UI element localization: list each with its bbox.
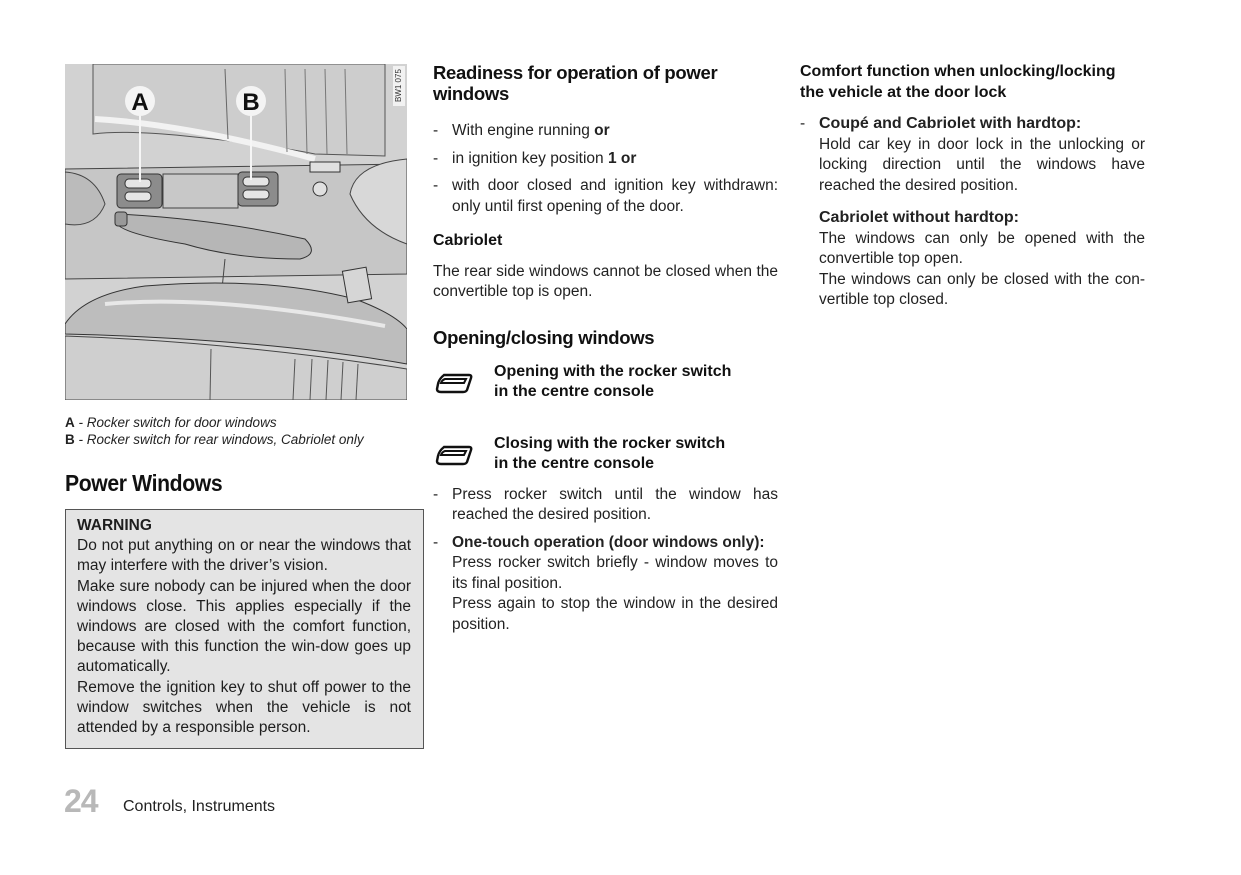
rocker-switch-icon xyxy=(435,372,473,394)
list-item: - One-touch operation (door windows only): Press rocker switch briefly - window moves to its final position. Press again to stop the window in the desired position. xyxy=(433,533,778,633)
opening-option: Opening with the rocker switch in the centre console xyxy=(433,362,778,403)
callout-a: A xyxy=(131,89,149,116)
callout-b: B xyxy=(242,89,260,116)
warning-title: WARNING xyxy=(77,517,152,534)
closing-option: Closing with the rocker switch in the centre console xyxy=(433,434,778,475)
centre-console-drawing xyxy=(65,64,407,400)
opening-closing-heading: Opening/closing windows xyxy=(433,326,655,348)
rocker-switch-icon xyxy=(435,444,473,466)
section-name: Controls, Instruments xyxy=(123,798,276,815)
list-item: - With engine running or xyxy=(433,122,610,139)
list-item: - Press rocker switch until the window has reached the desired position. xyxy=(433,485,778,523)
comfort-heading: Comfort function when unlocking/locking the vehicle at the door lock xyxy=(800,63,1116,101)
middle-column xyxy=(433,62,778,635)
cabriolet-text: The rear side windows cannot be closed when the convertible top is open. xyxy=(433,262,778,300)
list-item: - Coupé and Cabriolet with hardtop: Hold car key in door lock in the unlocking or locking direction until the windows have reached the desired position. xyxy=(800,115,1145,194)
page-title: Power Windows xyxy=(65,470,223,496)
warning-paragraph: Make sure nobody can be injured when the door windows close. This applies especially if the windows are closed with the comfort function, because with this function the win-dow goes up automatically. xyxy=(77,577,411,676)
cabriolet-heading: Cabriolet xyxy=(433,232,503,249)
right-column xyxy=(800,62,1145,311)
warning-paragraph: Remove the ignition key to shut off power to the window switches when the vehicle is not attended by a responsible person. xyxy=(77,678,411,737)
cabriolet-without-hardtop: Cabriolet without hardtop: The windows can only be opened with the convertible top open. The windows can only be closed with the con-vertible top closed. xyxy=(819,209,1145,308)
list-item: - with door closed and ignition key withdrawn: only until first opening of the door. xyxy=(433,177,778,215)
caption-line-a: A - Rocker switch for door windows xyxy=(65,415,277,430)
caption-line-b: B - Rocker switch for rear windows, Cabriolet only xyxy=(65,432,364,447)
figure-code: BW1 075 xyxy=(393,66,405,106)
warning-box xyxy=(65,509,424,749)
console-illustration xyxy=(65,64,407,400)
page-number: 24 xyxy=(64,783,98,819)
list-item: - in ignition key position 1 or xyxy=(433,149,637,167)
figure-caption xyxy=(65,414,364,448)
warning-paragraph: Do not put anything on or near the windows that may interfere with the driver’s vision. xyxy=(77,537,411,575)
readiness-heading: Readiness for operation of power windows xyxy=(433,62,718,104)
